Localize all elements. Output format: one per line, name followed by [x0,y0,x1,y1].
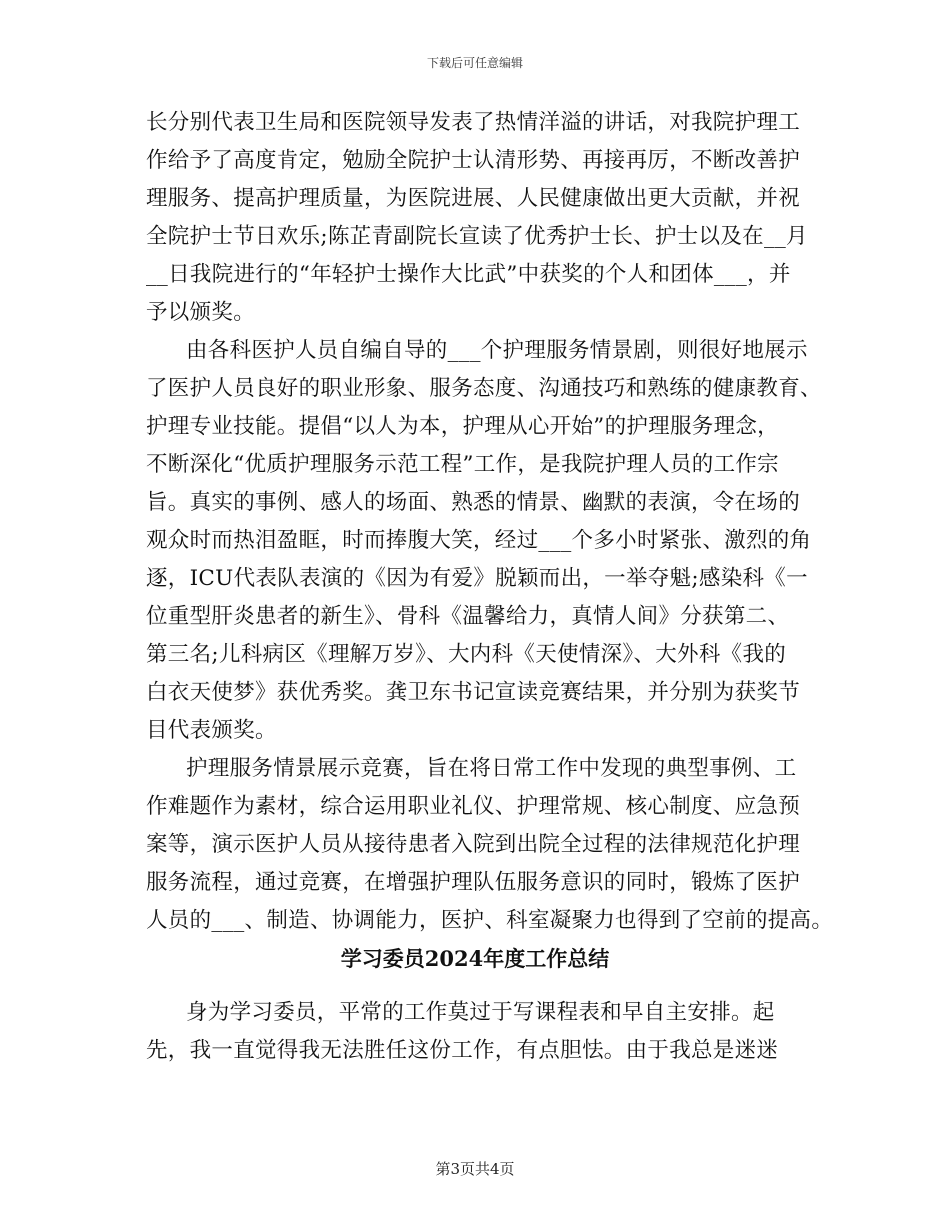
text-line: 服务流程，通过竞赛，在增强护理队伍服务意识的同时，锻炼了医护 [146,870,801,895]
text-line: 人员的___、制造、协调能力，医护、科室凝聚力也得到了空前的提高。 [146,908,834,933]
text-line: 逐，ICU代表队表演的《因为有爱》脱颖而出，一举夺魁;感染科《一 [146,566,808,591]
text-line: 旨。真实的事例、感人的场面、熟悉的情景、幽默的表演，令在场的 [146,490,801,515]
text-line: 予以颁奖。 [146,300,256,325]
text-line: 作难题作为素材，综合运用职业礼仪、护理常规、核心制度、应急预 [146,794,801,819]
text-line: 不断深化“优质护理服务示范工程”工作，是我院护理人员的工作宗 [146,452,779,477]
text-line: 由各科医护人员自编自导的___个护理服务情景剧，则很好地展示 [186,338,808,363]
page-header: 下载后可任意编辑 [426,56,523,70]
text-line: 护理服务情景展示竞赛，旨在将日常工作中发现的典型事例、工 [186,756,797,781]
page-footer: 第3页共4页 [435,1160,515,1178]
text-line: 观众时而热泪盈眶，时而捧腹大笑，经过___个多小时紧张、激烈的角 [146,528,812,553]
text-line: 护理专业技能。提倡“以人为本，护理从心开始”的护理服务理念， [146,414,779,439]
text-line: 位重型肝炎患者的新生》、骨科《温馨给力，真情人间》分获第二、 [146,604,790,629]
text-line: 理服务、提高护理质量，为医院进展、人民健康做出更大贡献，并祝 [146,186,801,211]
text-line: 案等，演示医护人员从接待患者入院到出院全过程的法律规范化护理 [146,832,801,857]
text-line: 先，我一直觉得我无法胜任这份工作，有点胆怯。由于我总是迷迷 [146,1038,779,1063]
text-line: 目代表颁奖。 [146,718,277,743]
text-line: 长分别代表卫生局和医院领导发表了热情洋溢的讲话，对我院护理工 [146,110,801,135]
text-line: 第三名;儿科病区《理解万岁》、大内科《天使情深》、大外科《我的 [146,642,787,667]
section-title: 学习委员2024年度工作总结 [340,946,610,971]
text-line: 白衣天使梦》获优秀奖。龚卫东书记宣读竞赛结果，并分别为获奖节 [146,680,801,705]
text-line: 身为学习委员，平常的工作莫过于写课程表和早自主安排。起 [186,1000,775,1025]
text-line: __日我院进行的“年轻护士操作大比武”中获奖的个人和团体___，并 [146,262,791,287]
text-line: 了医护人员良好的职业形象、服务态度、沟通技巧和熟练的健康教育、 [146,376,822,401]
text-line: 作给予了高度肯定，勉励全院护士认清形势、再接再厉，不断改善护 [146,148,801,173]
text-line: 全院护士节日欢乐;陈芷青副院长宣读了优秀护士长、护士以及在__月 [146,224,808,249]
